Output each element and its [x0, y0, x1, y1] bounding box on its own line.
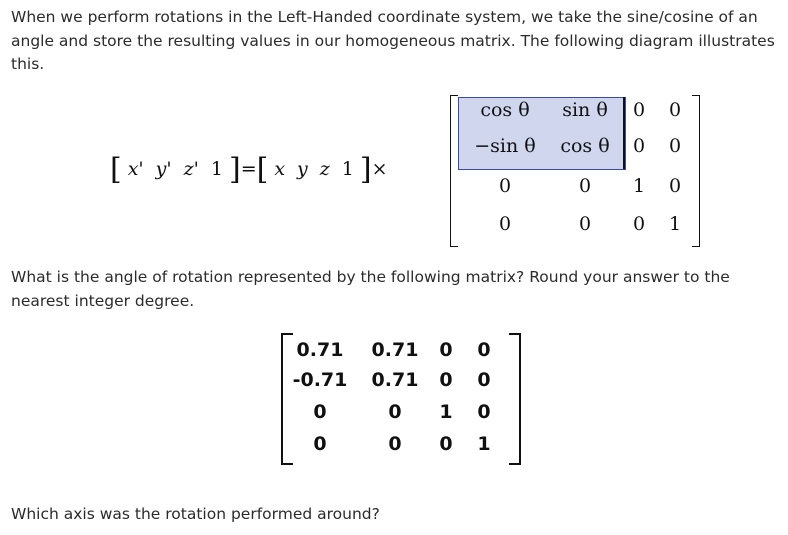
matrix-cell-r3-c3: 1 — [632, 175, 646, 197]
rotation-cell-r4-c3: 0 — [439, 433, 453, 455]
rotation-matrix-right-bracket — [509, 333, 521, 465]
matrix-cell-r3-c2: 0 — [578, 175, 592, 197]
var-x-prime: x' — [127, 158, 144, 180]
axis-question: Which axis was the rotation performed around? — [11, 505, 380, 523]
matrix-cell-r3-c1: 0 — [498, 175, 512, 197]
rotation-cell-r2-c1: -0.71 — [292, 369, 348, 391]
matrix-cell-r1-c3: 0 — [632, 99, 646, 121]
rotation-cell-r3-c1: 0 — [313, 401, 327, 423]
equals-sign: = — [240, 158, 257, 180]
rotation-cell-r2-c2: 0.71 — [371, 369, 419, 391]
rotation-cell-r1-c1: 0.71 — [296, 339, 344, 361]
rotation-cell-r4-c1: 0 — [313, 433, 327, 455]
var-z-prime: z' — [183, 158, 199, 180]
matrix-cell-r4-c2: 0 — [578, 213, 592, 235]
homogeneous-matrix — [450, 95, 700, 248]
rotation-cell-r2-c3: 0 — [439, 369, 453, 391]
var-y-prime: y' — [155, 158, 172, 180]
matrix-cell-r3-c4: 0 — [668, 175, 682, 197]
intro-paragraph: When we perform rotations in the Left-Handed coordinate system, we take the sine/cosine of an angle and store the resulting values in our homogeneous matrix. The following diagram illustrates this. — [11, 8, 775, 73]
rotation-cell-r1-c2: 0.71 — [371, 339, 419, 361]
matrix-cell-r4-c1: 0 — [498, 213, 512, 235]
matrix-cell-r4-c3: 0 — [632, 213, 646, 235]
var-z: z — [319, 158, 330, 180]
rotation-cell-r3-c3: 1 — [439, 401, 453, 423]
matrix-cell-r2-c1: −sin θ — [474, 135, 536, 157]
matrix-cell-r2-c3: 0 — [632, 135, 646, 157]
rotation-cell-r3-c2: 0 — [388, 401, 402, 423]
var-y: y — [297, 158, 308, 180]
rotation-cell-r3-c4: 0 — [477, 401, 491, 423]
rotation-cell-r1-c4: 0 — [477, 339, 491, 361]
angle-question: What is the angle of rotation represented by the following matrix? Round your answer to the nearest integer degree. — [11, 268, 730, 310]
var-one-rhs: 1 — [341, 158, 354, 180]
matrix-cell-r2-c2: cos θ — [560, 135, 610, 157]
var-x: x — [274, 158, 286, 180]
rotation-cell-r1-c3: 0 — [439, 339, 453, 361]
matrix-cell-r2-c4: 0 — [668, 135, 682, 157]
rotation-cell-r2-c4: 0 — [477, 369, 491, 391]
matrix-divider-line — [623, 97, 625, 169]
equation-lhs: [ x' y' z' 1 ]=[ x y z 1 ]× — [110, 152, 388, 187]
rotation-cell-r4-c2: 0 — [388, 433, 402, 455]
times-sign: × — [371, 158, 388, 180]
rotation-cell-r4-c4: 1 — [477, 433, 491, 455]
var-one: 1 — [210, 158, 223, 180]
matrix-cell-r1-c2: sin θ — [562, 99, 608, 121]
matrix-cell-r1-c4: 0 — [668, 99, 682, 121]
matrix-left-bracket — [450, 95, 458, 247]
matrix-cell-r1-c1: cos θ — [480, 99, 530, 121]
matrix-right-bracket — [692, 95, 700, 247]
matrix-cell-r4-c4: 1 — [668, 213, 682, 235]
rotation-equation-figure — [110, 95, 710, 255]
rotation-matrix — [281, 333, 521, 463]
